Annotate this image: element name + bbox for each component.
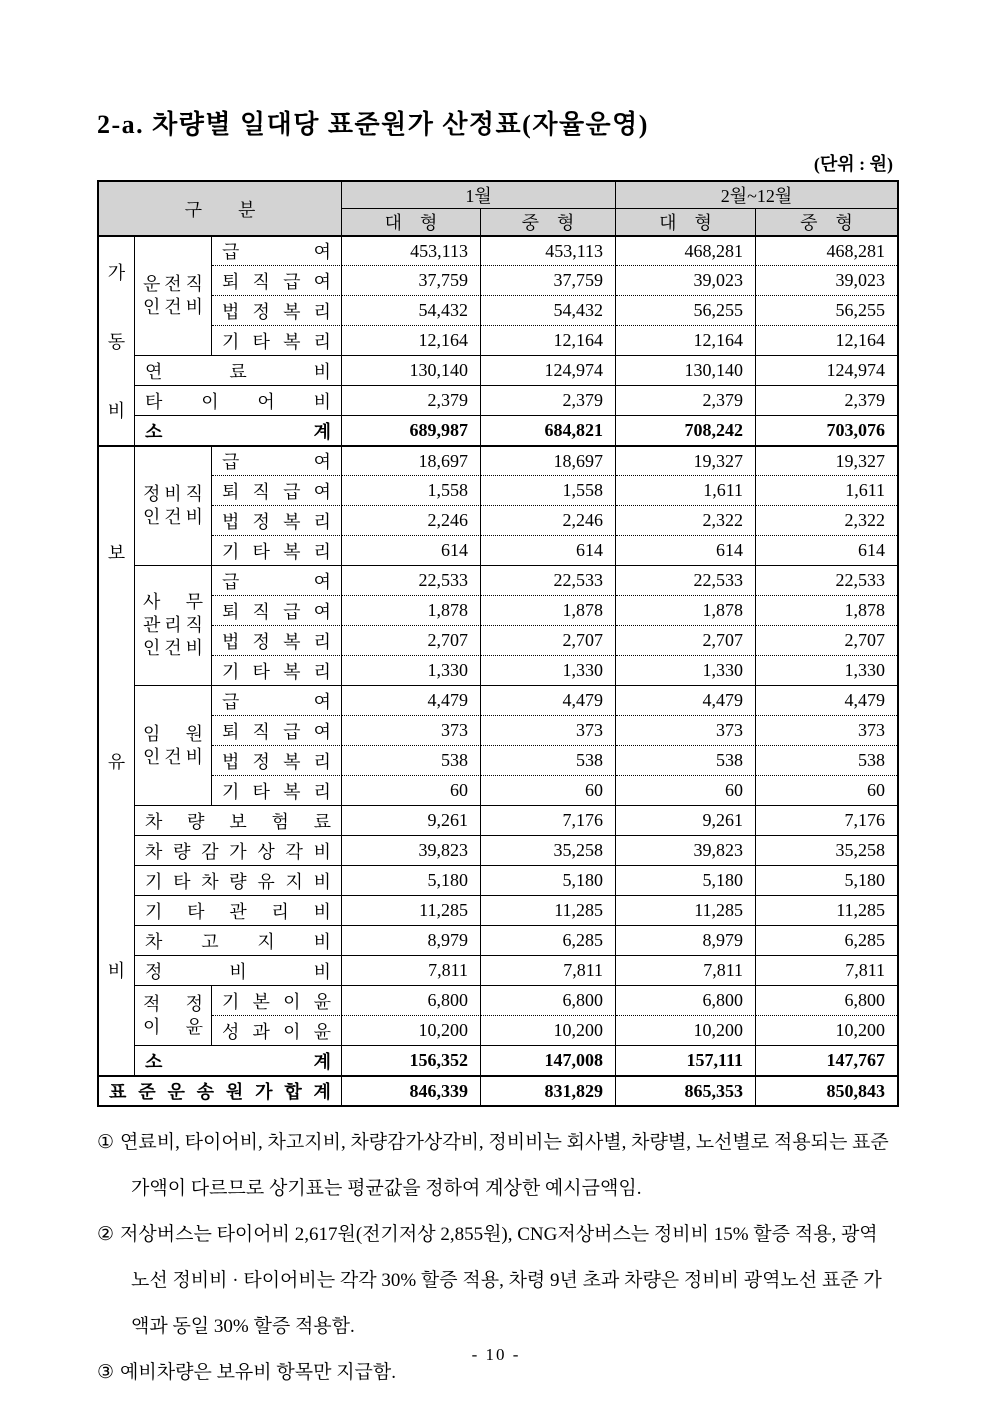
value-cell: 1,330 [481,655,616,685]
row-label: 타 이 어 비 [135,385,342,415]
page-number: - 10 - [471,1345,521,1364]
table-row [99,715,897,745]
value-cell: 130,140 [342,355,481,385]
value-cell: 35,258 [756,835,897,865]
value-cell: 4,479 [342,685,481,715]
value-cell: 4,479 [481,685,616,715]
value-cell: 56,255 [756,295,897,325]
value-cell: 373 [756,715,897,745]
value-cell: 4,479 [616,685,756,715]
value-cell: 10,200 [342,1015,481,1045]
header-large-rest: 대 형 [616,208,756,235]
value-cell: 60 [342,775,481,805]
header-medium-jan: 중 형 [481,208,616,235]
value-cell: 39,823 [342,835,481,865]
value-cell: 8,979 [616,925,756,955]
row-label: 기 타 복 리 [212,535,342,565]
value-cell: 60 [481,775,616,805]
value-cell: 614 [481,535,616,565]
header-period-january: 1월 [342,182,616,208]
value-cell: 1,330 [756,655,897,685]
value-cell: 130,140 [616,355,756,385]
value-cell: 22,533 [756,565,897,595]
value-cell: 124,974 [756,355,897,385]
standard-cost-table [97,180,899,1107]
value-cell: 684,821 [481,415,616,445]
value-cell: 1,878 [342,595,481,625]
value-cell: 5,180 [616,865,756,895]
value-cell: 6,800 [342,985,481,1015]
value-cell: 538 [481,745,616,775]
row-label: 퇴 직 급 여 [212,475,342,505]
row-label: 퇴 직 급 여 [212,265,342,295]
value-cell: 1,878 [756,595,897,625]
row-label: 차 량 보 험 료 [135,805,342,835]
row-label: 기 본 이 윤 [212,985,342,1015]
table-row [99,265,897,295]
table-row [99,445,897,475]
row-subgroup-label: 사 무 관 리 직 인 건 비 [135,565,212,685]
value-cell: 2,246 [342,505,481,535]
row-label: 퇴 직 급 여 [212,595,342,625]
value-cell: 2,379 [756,385,897,415]
row-label: 급 여 [212,445,342,475]
value-cell: 11,285 [756,895,897,925]
row-label: 급 여 [212,235,342,265]
value-cell: 147,008 [481,1045,616,1075]
row-subgroup-label: 임 원 인 건 비 [135,685,212,805]
table-row [99,385,897,415]
footnote-marker: ③ [97,1361,115,1383]
table-row [99,475,897,505]
table-row [99,355,897,385]
value-cell: 831,829 [481,1075,616,1105]
value-cell: 19,327 [756,445,897,475]
table-row [99,925,897,955]
footnote [97,1212,895,1350]
value-cell: 7,811 [481,955,616,985]
value-cell: 11,285 [342,895,481,925]
table-row [99,865,897,895]
value-cell: 56,255 [616,295,756,325]
row-label: 기 타 복 리 [212,325,342,355]
table-header [99,182,897,235]
value-cell: 37,759 [481,265,616,295]
value-cell: 2,707 [342,625,481,655]
value-cell: 18,697 [342,445,481,475]
value-cell: 7,176 [756,805,897,835]
row-group-chars: 보 유 비 [107,542,126,982]
value-cell: 4,479 [756,685,897,715]
table-row [99,1015,897,1045]
row-label: 기 타 관 리 비 [135,895,342,925]
value-cell: 22,533 [616,565,756,595]
row-subgroup-label: 적 정 이 윤 [135,985,212,1045]
table-row [99,895,897,925]
page-title: 2-a. 차량별 일대당 표준원가 산정표(자율운영) [97,110,649,139]
value-cell: 10,200 [481,1015,616,1045]
value-cell: 1,878 [481,595,616,625]
value-cell: 538 [616,745,756,775]
row-label: 차 량 감 가 상 각 비 [135,835,342,865]
row-subgroup-label: 운 전 직 인 건 비 [135,235,212,355]
row-subgroup-label: 정 비 직 인 건 비 [135,445,212,565]
value-cell: 865,353 [616,1075,756,1105]
table-row [99,325,897,355]
value-cell: 1,611 [756,475,897,505]
value-cell: 6,285 [756,925,897,955]
value-cell: 1,330 [342,655,481,685]
value-cell: 60 [616,775,756,805]
value-cell: 614 [342,535,481,565]
table-row [99,295,897,325]
value-cell: 12,164 [756,325,897,355]
row-label: 표 준 운 송 원 가 합 계 [99,1075,342,1105]
table-row [99,745,897,775]
value-cell: 37,759 [342,265,481,295]
value-cell: 19,327 [616,445,756,475]
value-cell: 156,352 [342,1045,481,1075]
row-label: 급 여 [212,565,342,595]
footnote-text: 연료비, 타이어비, 차고지비, 차량감가상각비, 정비비는 회사별, 차량별, 노선별로 적용되는 표준가액이 다르므로 상기표는 평균값을 정하여 계상한 예시금액임. [120,1132,889,1199]
value-cell: 1,330 [616,655,756,685]
value-cell: 22,533 [481,565,616,595]
value-cell: 18,697 [481,445,616,475]
value-cell: 708,242 [616,415,756,445]
value-cell: 2,322 [756,505,897,535]
footnote-text: 저상버스는 타이어비 2,617원(전기저상 2,855원), CNG저상버스는 정비비 15% 할증 적용, 광역노선 정비비 · 타이어비는 각각 30% 할증 적용, 차령 9년 초과 차량은 정비비 광역노선 표준 가액과 동일 30% 할증 적용함. [120,1223,882,1337]
value-cell: 2,707 [481,625,616,655]
value-cell: 703,076 [756,415,897,445]
value-cell: 124,974 [481,355,616,385]
table-row [99,655,897,685]
row-label: 법 정 복 리 [212,745,342,775]
row-label: 연 료 비 [135,355,342,385]
value-cell: 7,811 [342,955,481,985]
value-cell: 373 [616,715,756,745]
row-label: 법 정 복 리 [212,505,342,535]
value-cell: 7,811 [756,955,897,985]
header-medium-rest: 중 형 [756,208,897,235]
value-cell: 2,379 [342,385,481,415]
value-cell: 9,261 [342,805,481,835]
table-body [99,235,897,1105]
value-cell: 2,379 [481,385,616,415]
row-label: 기 타 복 리 [212,655,342,685]
value-cell: 468,281 [756,235,897,265]
footnote-marker: ① [97,1132,115,1153]
value-cell: 373 [481,715,616,745]
footnote-marker: ② [97,1223,115,1245]
row-label: 차 고 지 비 [135,925,342,955]
value-cell: 2,246 [481,505,616,535]
value-cell: 22,533 [342,565,481,595]
value-cell: 453,113 [481,235,616,265]
value-cell: 10,200 [616,1015,756,1045]
value-cell: 453,113 [342,235,481,265]
table-row [99,415,897,445]
value-cell: 54,432 [342,295,481,325]
row-group-chars: 가 동 비 [107,262,126,422]
value-cell: 2,707 [756,625,897,655]
table-row [99,955,897,985]
value-cell: 1,611 [616,475,756,505]
value-cell: 538 [342,745,481,775]
value-cell: 1,558 [342,475,481,505]
value-cell: 2,379 [616,385,756,415]
value-cell: 2,322 [616,505,756,535]
value-cell: 1,558 [481,475,616,505]
row-label: 소 계 [135,1045,342,1075]
value-cell: 538 [756,745,897,775]
value-cell: 7,811 [616,955,756,985]
row-label: 퇴 직 급 여 [212,715,342,745]
value-cell: 12,164 [616,325,756,355]
value-cell: 373 [342,715,481,745]
value-cell: 5,180 [756,865,897,895]
value-cell: 8,979 [342,925,481,955]
value-cell: 147,767 [756,1045,897,1075]
value-cell: 12,164 [342,325,481,355]
value-cell: 5,180 [342,865,481,895]
value-cell: 12,164 [481,325,616,355]
header-large-jan: 대 형 [342,208,481,235]
table-row [99,805,897,835]
table-row [99,835,897,865]
value-cell: 6,800 [756,985,897,1015]
value-cell: 39,023 [756,265,897,295]
row-label: 법 정 복 리 [212,625,342,655]
header-period-feb-to-dec: 2월~12월 [616,182,897,208]
value-cell: 54,432 [481,295,616,325]
value-cell: 850,843 [756,1075,897,1105]
row-label: 소 계 [135,415,342,445]
table-row [99,505,897,535]
value-cell: 614 [756,535,897,565]
value-cell: 614 [616,535,756,565]
row-label: 법 정 복 리 [212,295,342,325]
footnote-text: 예비차량은 보유비 항목만 지급함. [120,1361,397,1383]
row-label: 기 타 차 량 유 지 비 [135,865,342,895]
value-cell: 10,200 [756,1015,897,1045]
value-cell: 2,707 [616,625,756,655]
table-row [99,1075,897,1105]
row-label: 급 여 [212,685,342,715]
table-row [99,595,897,625]
value-cell: 60 [756,775,897,805]
value-cell: 9,261 [616,805,756,835]
value-cell: 6,800 [481,985,616,1015]
value-cell: 1,878 [616,595,756,625]
row-label: 정 비 비 [135,955,342,985]
value-cell: 468,281 [616,235,756,265]
value-cell: 157,111 [616,1045,756,1075]
table-row [99,535,897,565]
table-row [99,685,897,715]
table-row [99,985,897,1015]
value-cell: 39,823 [616,835,756,865]
row-group-label [99,235,135,445]
header-category: 구 분 [99,182,342,235]
value-cell: 11,285 [616,895,756,925]
table-row [99,235,897,265]
table-row [99,775,897,805]
value-cell: 689,987 [342,415,481,445]
table-row [99,565,897,595]
value-cell: 7,176 [481,805,616,835]
value-cell: 39,023 [616,265,756,295]
value-cell: 6,800 [616,985,756,1015]
table-row [99,1045,897,1075]
value-cell: 5,180 [481,865,616,895]
unit-note: (단위 : 원) [813,154,893,174]
row-group-label [99,445,135,1075]
row-label: 기 타 복 리 [212,775,342,805]
table-row [99,625,897,655]
value-cell: 846,339 [342,1075,481,1105]
value-cell: 6,285 [481,925,616,955]
value-cell: 35,258 [481,835,616,865]
footnote [97,1120,895,1212]
value-cell: 11,285 [481,895,616,925]
row-label: 성 과 이 윤 [212,1015,342,1045]
